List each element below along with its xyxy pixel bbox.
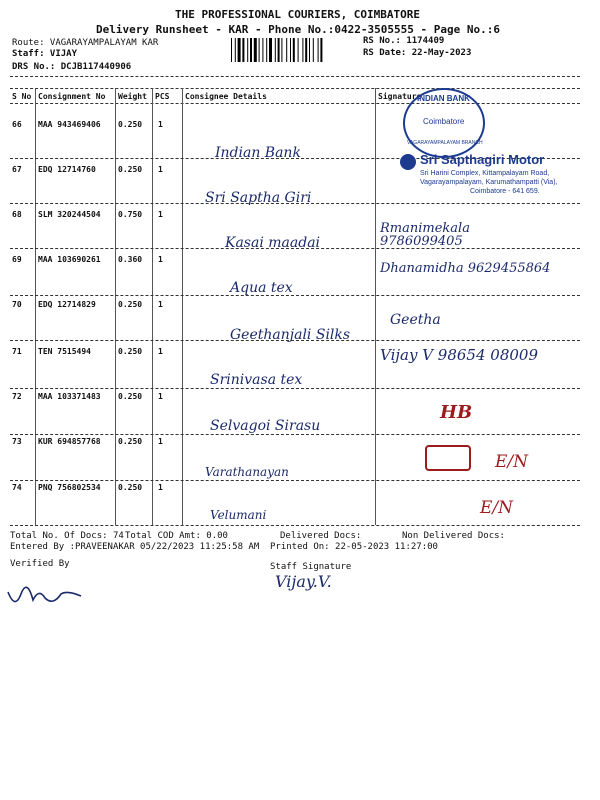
row-consignment: PNQ 756802534 [38,483,101,492]
row-sno: 71 [12,347,22,356]
row-weight: 0.250 [118,300,143,309]
staff: Staff: VIJAY [12,49,78,59]
col-pcs: PCS [155,92,170,101]
staff-signature-label: Staff Signature [270,562,352,572]
motor-address-1: Sri Harini Complex, Kittampalayam Road, [420,170,550,177]
row-weight: 0.250 [118,437,143,446]
row-consignment: SLM 320244504 [38,210,101,219]
non-delivered-docs: Non Delivered Docs: [402,531,505,541]
row-signature: Dhanamidha 9629455864 [380,261,551,276]
row-consignment: MAA 103690261 [38,255,101,264]
row-pcs: 1 [158,437,163,446]
entered-by: Entered By :PRAVEENAKAR 05/22/2023 11:25:58 AM [10,542,260,552]
row-pcs: 1 [158,392,163,401]
cross-stamp-icon [425,445,471,471]
row-pcs: 1 [158,255,163,264]
motor-address-2: Vagarayampalayam, Karumathampatti (Via), [420,179,558,186]
row-pcs: 1 [158,347,163,356]
row-divider [10,248,580,249]
row-divider [10,295,580,296]
row-sno: 72 [12,392,22,401]
col-divider [152,88,153,525]
motor-address-3: Coimbatore - 641 659. [470,188,540,195]
row-weight: 0.250 [118,483,143,492]
row-pcs: 1 [158,165,163,174]
route: Route: VAGARAYAMPALAYAM KAR [12,38,159,48]
row-consignee: Varathanayan [205,465,289,479]
bank-seal-branch: Coimbatore [423,117,465,126]
row-divider [10,434,580,435]
row-signature: Vijay V 98654 08009 [380,346,539,364]
bank-seal-place: VAGARAYAMPALAYAM BRANCH [407,140,483,146]
row-divider [10,480,580,481]
col-divider [35,88,36,525]
barcode [230,38,356,62]
row-consignee: Aqua tex [230,280,293,296]
total-docs: Total No. Of Docs: 74 [10,531,124,541]
col-divider [182,88,183,525]
row-pcs: 1 [158,483,163,492]
delivered-docs: Delivered Docs: [280,531,362,541]
row-signature: HB [440,402,473,423]
row-weight: 0.250 [118,392,143,401]
row-consignee: Kasai maadai [225,235,321,251]
staff-signature: Vijay.V. [275,572,332,591]
row-sno: 68 [12,210,22,219]
col-divider [375,88,376,525]
row-consignee: Geethanjali Silks [230,327,351,343]
verifier-signature-icon [5,582,85,612]
row-sno: 66 [12,120,22,129]
rs-date: RS Date: 22-May-2023 [363,48,472,58]
row-weight: 0.250 [118,347,143,356]
row-consignment: MAA 943469406 [38,120,101,129]
row-pcs: 1 [158,300,163,309]
row-pcs: 1 [158,210,163,219]
header-divider [10,76,580,77]
motor-logo-icon [400,154,416,170]
verified-by: Verified By [10,559,70,569]
col-consignment: Consignment No [38,92,106,101]
row-sno: 70 [12,300,22,309]
col-divider [115,88,116,525]
row-signature: E/N [480,498,514,518]
printed-on: Printed On: 22-05-2023 11:27:00 [270,542,438,552]
row-weight: 0.360 [118,255,143,264]
table-top-line [10,88,580,89]
row-consignee: Sri Saptha Giri [205,190,312,206]
col-weight: Weight [118,92,147,101]
row-consignee: Velumani [210,508,267,522]
col-signature: Signature [378,92,422,101]
motor-stamp [400,152,580,204]
row-consignment: MAA 103371483 [38,392,101,401]
row-divider [10,340,580,341]
col-consignee: Consignee Details [185,92,267,101]
motor-name: Sri Sapthagiri Motor [420,152,545,167]
company-name: THE PROFESSIONAL COURIERS, COIMBATORE [175,8,421,21]
row-weight: 0.750 [118,210,143,219]
bank-seal [403,88,485,158]
bank-seal-name: INDIAN BANK [417,94,470,103]
col-sno: S No [12,92,32,101]
row-signature: Geetha [390,312,441,328]
row-consignee: Indian Bank [215,145,301,161]
table-bottom-line [10,525,580,526]
row-consignee: Srinivasa tex [210,372,303,388]
drs-number: DRS No.: DCJB117440906 [12,62,132,72]
row-consignment: EDQ 12714829 [38,300,96,309]
row-pcs: 1 [158,120,163,129]
row-sno: 73 [12,437,22,446]
row-weight: 0.250 [118,165,143,174]
row-sno: 74 [12,483,22,492]
row-divider [10,388,580,389]
row-consignment: TEN 7515494 [38,347,91,356]
row-consignment: KUR 694857768 [38,437,101,446]
row-sno: 67 [12,165,22,174]
row-signature: E/N [495,452,529,472]
row-sno: 69 [12,255,22,264]
row-weight: 0.250 [118,120,143,129]
rs-number: RS No.: 1174409 [363,36,445,46]
table-header-line [10,103,580,104]
row-consignment: EDQ 12714760 [38,165,96,174]
runsheet-title: Delivery Runsheet - KAR - Phone No.:0422-3505555 - Page No.:6 [96,23,500,36]
total-cod: Total COD Amt: 0.00 [125,531,228,541]
row-consignee: Selvagoi Sirasu [210,418,321,434]
row-signature: Rmanimekala 9786099405 [380,221,470,249]
